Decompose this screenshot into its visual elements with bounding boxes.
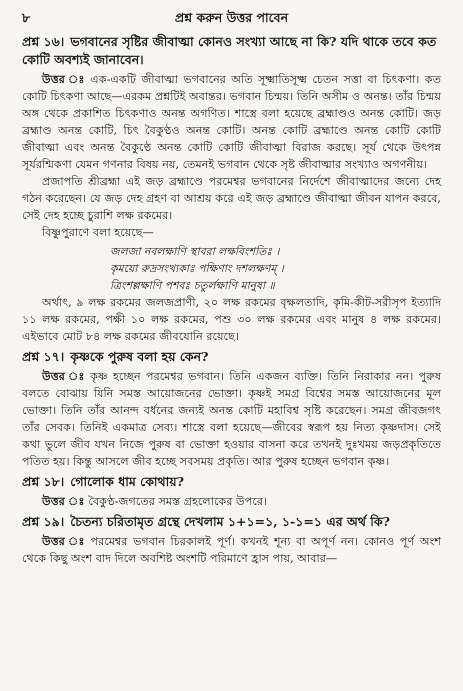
question-18 <box>22 473 441 491</box>
question-16-label: প্রশ্ন ১৬। <box>22 34 65 49</box>
question-19 <box>22 513 441 531</box>
page-number: ৮ <box>22 10 31 25</box>
answer-19-label: উত্তর ঃ <box>42 534 87 548</box>
question-16 <box>22 33 441 69</box>
answer-16-paragraph-4: অর্থাৎ, ৯ লক্ষ রকমের জলজপ্রাণী, ২০ লক্ষ রকমের বৃক্ষলতাদি, কৃমি-কীট-সরীসৃপ ইত্যাদি ১১ লক্ষ রকমের, পক্ষী ১০ লক্ষ রকমের, পশু ৩০ লক্ষ রকমের এবং মানুষ ৪ লক্ষ রকমের। এইভাবে মোট ৮৪ লক্ষ রকমের জীবযোনি রয়েছে। <box>22 296 441 343</box>
answer-18-label: উত্তর ঃ <box>42 494 85 508</box>
verse-line-3: ত্রিংশল্লক্ষাণি পশবঃ চতুর্লক্ষাণি মানুষা ॥ <box>110 279 275 292</box>
question-19-label: প্রশ্ন ১৯। <box>22 514 65 529</box>
answer-19 <box>22 533 441 567</box>
answer-16-verse-intro: বিষ্ণুপুরাণে বলা হয়েছে— <box>42 226 154 239</box>
answer-18-text: বৈকুণ্ঠ-জগতের সমস্ত গ্রহলোকের উপরে। <box>88 495 268 508</box>
verse-line-1: জলজা নবলক্ষাণি স্থাবরা লক্ষবিংশতিঃ । <box>110 245 280 258</box>
answer-17-label: উত্তর ঃ <box>42 369 87 383</box>
question-19-text: চৈতন্য চরিতামৃত গ্রন্থে দেখলাম ১+১=১, ১-১=১ এর অর্থ কি? <box>70 514 390 529</box>
answer-17 <box>22 368 441 470</box>
answer-19-text: পরমেশ্বর ভগবান চিরকালই পূর্ণ। কখনই শূন্য বা অপূর্ণ নন। কোনও পূর্ণ অংশ থেকে কিছু অংশ বাদ দিলে অবশিষ্ট অংশটি পরিমাণে হ্রাস পায়, আবার— <box>22 535 441 565</box>
answer-17-text: কৃষ্ণ হচ্ছেন পরমেশ্বর ভগবান। তিনি একজন ব্যক্তি। তিনি নিরাকার নন। পুরুষ বলতে বোঝায় যিনি সমস্ত আয়োজনের ভোক্তা। কৃষ্ণই সমগ্র বিশ্বের সমস্ত আয়োজনের মূল ভোক্তা। তিনি তাঁর আনন্দ বর্ধনের জন্যই অনন্ত কোটি মহাবিশ্ব সৃষ্টি করেছেন। সমগ্র জীবজগৎ তাঁর সেবক। তিনিই একমাত্র সেব্য। শাস্ত্রে বলা হয়েছে—জীবের স্বরূপ হয় নিত্য কৃষ্ণদাস। সেই কথা ভুলে জীব যখন নিজে পুরুষ বা ভোক্তা হওয়ার বাসনা করে তখনই দুঃখময় জড়প্রকৃতিতে পতিত হয়। কিন্তু আসলে জীব হচ্ছে সবসময় প্রকৃতি। আর পুরুষ হচ্ছেন ভগবান কৃষ্ণ। <box>22 370 441 468</box>
page-header <box>22 8 441 30</box>
question-16-text: ভগবানের সৃষ্টির জীবাত্মা কোনও সংখ্যা আছে না কি? যদি থাকে তবে কত কোটি অবশ্যই জানাবেন। <box>22 34 437 67</box>
answer-16-label: উত্তর ঃ <box>42 72 87 86</box>
question-17-text: কৃষ্ণকে পুরুষ বলা হয় কেন? <box>70 349 209 364</box>
running-title: প্রশ্ন করুন উত্তর পাবেন <box>174 10 289 25</box>
question-17-label: প্রশ্ন ১৭। <box>22 349 65 364</box>
answer-16-text: এক-একটি জীবাত্মা ভগবানের অতি সূক্ষ্মাতিসূক্ষ্ম চেতন সত্তা বা চিৎকণা। কত কোটি চিৎকণা আছে—এরকম প্রশ্নটিই অবান্তর। ভগবান চিন্ময়। তিনি অসীম ও অনন্ত। তাঁর চিন্ময় অঙ্গ থেকে প্রকাশিত চিৎকণাও অনন্ত অগণিত। শাস্ত্রে বলা হয়েছে ব্রহ্মাণ্ডও অনন্ত কোটি। জড় ব্রহ্মাণ্ড অনন্ত কোটি, চিৎ বৈকুণ্ঠও অনন্ত কোটি। অনন্ত কোটি ব্রহ্মাণ্ডে অনন্ত কোটি কোটি জীবাত্মা এবং অনন্ত বৈকুণ্ঠে অনন্ত কোটি কোটি জীবাত্মা বিরাজ করছে। সূর্য থেকে উৎপন্ন সূর্যরশ্মিকণা যেমন গণনার বিষয় নয়, তেমনই ভগবান থেকে সৃষ্ট জীবাত্মার সংখ্যাও অগণনীয়। <box>22 73 441 171</box>
question-17 <box>22 348 441 366</box>
verse-line-2: কৃময়ো রুদ্রসংখ্যকাঃ পক্ষিণাং দশলক্ষণম্ । <box>110 262 284 275</box>
answer-16-paragraph-2: প্রজাপতি শ্রীব্রহ্মা এই জড় ব্রহ্মাণ্ডে পরমেশ্বর ভগবানের নির্দেশে জীবাত্মাদের জন্যে দেহ গঠন করেছেন। যে জড় দেহ গ্রহণ বা আশ্রয় করে এই জড় ব্রহ্মাণ্ডে জীবাত্মা জীবন যাপন করবে, সেই দেহ হচ্ছে চুরাশি লক্ষ রকমের। <box>22 175 441 222</box>
answer-16 <box>22 71 441 173</box>
answer-18 <box>22 493 441 510</box>
question-18-text: গোলোক ধাম কোথায়? <box>70 474 184 489</box>
question-18-label: প্রশ্ন ১৮। <box>22 474 65 489</box>
